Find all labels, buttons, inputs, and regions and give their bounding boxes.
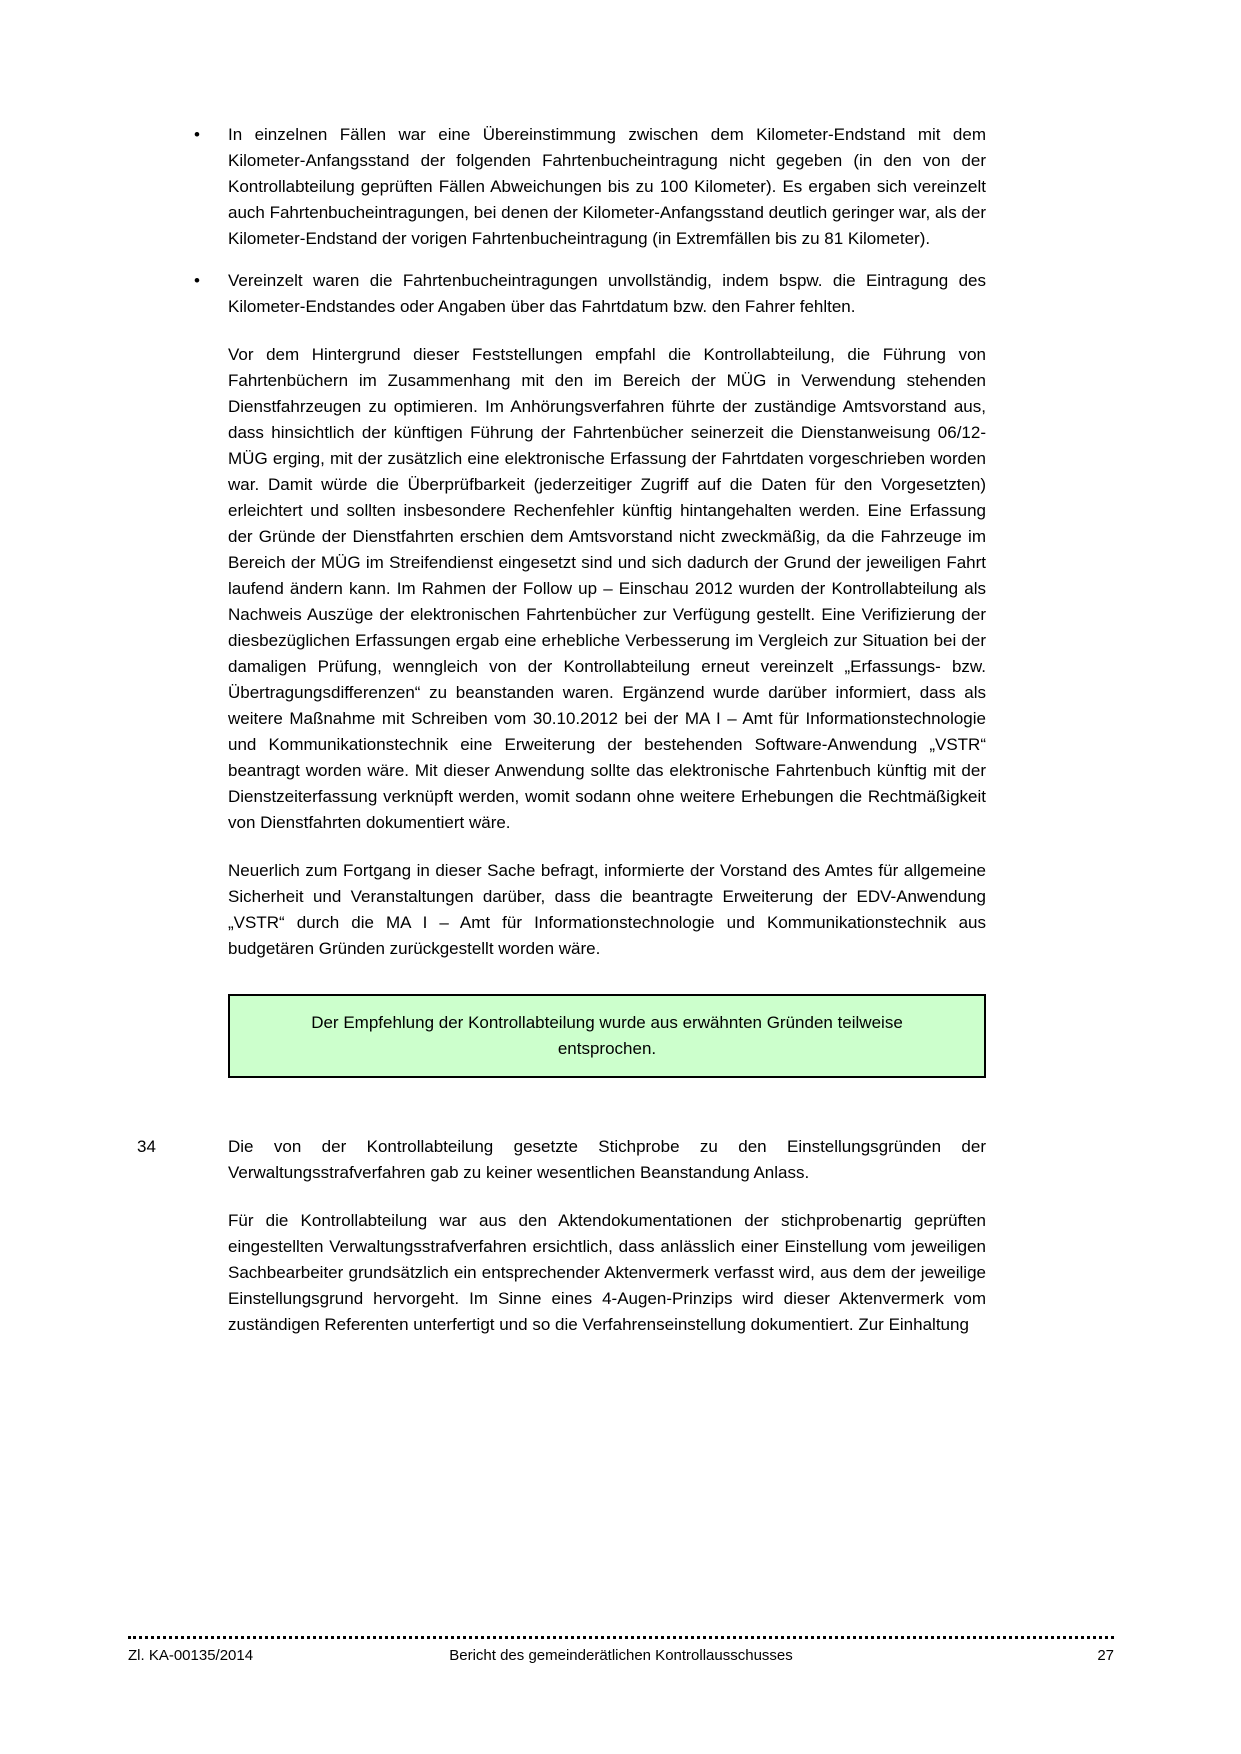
footer-page-number: 27 <box>1097 1647 1114 1664</box>
paragraph-recommendation-history: Vor dem Hintergrund dieser Feststellungen empfahl die Kontrollabteilung, die Führung von Fahrtenbüchern im Zusammenhang mit den im Bereich der MÜG in Verwendung stehenden Dienstfahrzeugen zu optimieren. Im Anhörungsverfahren führte der zuständige Amtsvorstand aus, dass hinsichtlich der künftigen Führung der Fahrtenbücher seinerzeit die Dienstanweisung 06/12-MÜG erging, mit der zusätzlich eine elektronische Erfassung der Fahrtdaten vorgeschrieben worden war. Damit würde die Überprüfbarkeit (jederzeitiger Zugriff auf die Daten für den Vorgesetzten) erleichtert und sollten insbesondere Rechenfehler künftig hintangehalten werden. Eine Erfassung der Gründe der Dienstfahrten erschien dem Amtsvorstand nicht zweckmäßig, da die Fahrzeuge im Bereich der MÜG im Streifendienst eingesetzt sind und sich dadurch der Grund der jeweiligen Fahrt laufend ändern kann. Im Rahmen der Follow up – Einschau 2012 wurden der Kontrollabteilung als Nachweis Auszüge der elektronischen Fahrtenbücher zur Verfügung gestellt. Eine Verifizierung der diesbezüglichen Erfassungen ergab eine erhebliche Verbesserung im Vergleich zur Situation bei der damaligen Prüfung, wenngleich von der Kontrollabteilung erneut vereinzelt „Erfassungs- bzw. Übertragungsdifferenzen“ zu beanstanden waren. Ergänzend wurde darüber informiert, dass als weitere Maßnahme mit Schreiben vom 30.10.2012 bei der MA I – Amt für Informationstechnologie und Kommunikationstechnik eine Erweiterung der bestehenden Software-Anwendung „VSTR“ beantragt worden wäre. Mit dieser Anwendung sollte das elektronische Fahrtenbuch künftig mit der Dienstzeiterfassung verknüpft werden, womit sodann ohne weitere Erhebungen die Rechtmäßigkeit von Dienstfahrten dokumentiert wäre. <box>228 345 986 832</box>
bullet-item: • In einzelnen Fällen war eine Übereinstimmung zwischen dem Kilometer-Endstand mit dem Kilometer-Anfangsstand der folgenden Fahrtenbucheintragung nicht gegeben (in den von der Kontrollabteilung geprüften Fällen Abweichungen bis zu 100 Kilometer). Es ergaben sich vereinzelt auch Fahrtenbucheintragungen, bei denen der Kilometer-Anfangsstand deutlich geringer war, als der Kilometer-Endstand der vorigen Fahrtenbucheintragung (in Extremfällen bis zu 81 Kilometer). <box>228 122 986 252</box>
bullet-list <box>228 122 986 320</box>
section-lead-paragraph: Die von der Kontrollabteilung gesetzte Stichprobe zu den Einstellungsgründen der Verwaltungsstrafverfahren gab zu keiner wesentlichen Beanstandung Anlass. <box>228 1137 986 1182</box>
footer-report-title: Bericht des gemeinderätlichen Kontrollausschusses <box>449 1647 793 1664</box>
footer-row <box>128 1647 1114 1664</box>
section-body-paragraph: Für die Kontrollabteilung war aus den Aktendokumentationen der stichprobenartig geprüften eingestellten Verwaltungsstrafverfahren ersichtlich, dass anlässlich einer Einstellung vom jeweiligen Sachbearbeiter grundsätzlich ein entsprechender Aktenvermerk verfasst wird, aus dem der jeweilige Einstellungsgrund hervorgeht. Im Sinne eines 4-Augen-Prinzips wird dieser Aktenvermerk vom zuständigen Referenten unterfertigt und so die Verfahrenseinstellung dokumentiert. Zur Einhaltung <box>228 1211 986 1334</box>
page-content <box>137 122 986 1338</box>
footer-divider-dotted <box>128 1636 1114 1639</box>
footer-reference-number: Zl. KA-00135/2014 <box>128 1647 254 1664</box>
paragraph-followup-status: Neuerlich zum Fortgang in dieser Sache befragt, informierte der Vorstand des Amtes für allgemeine Sicherheit und Veranstaltungen darüber, dass die beantragte Erweiterung der EDV-Anwendung „VSTR“ durch die MA I – Amt für Informationstechnologie und Kommunikationstechnik aus budgetären Gründen zurückgestellt worden wäre. <box>228 861 986 958</box>
numbered-section-34 <box>137 1134 986 1338</box>
page-footer <box>128 1636 1114 1664</box>
section-number: 34 <box>137 1137 156 1156</box>
recommendation-result-box: Der Empfehlung der Kontrollabteilung wurde aus erwähnten Gründen teilweise entsprochen. <box>228 994 986 1078</box>
bullet-item: • Vereinzelt waren die Fahrtenbucheintragungen unvollständig, indem bspw. die Eintragung des Kilometer-Endstandes oder Angaben über das Fahrtdatum bzw. den Fahrer fehlten. <box>228 268 986 320</box>
